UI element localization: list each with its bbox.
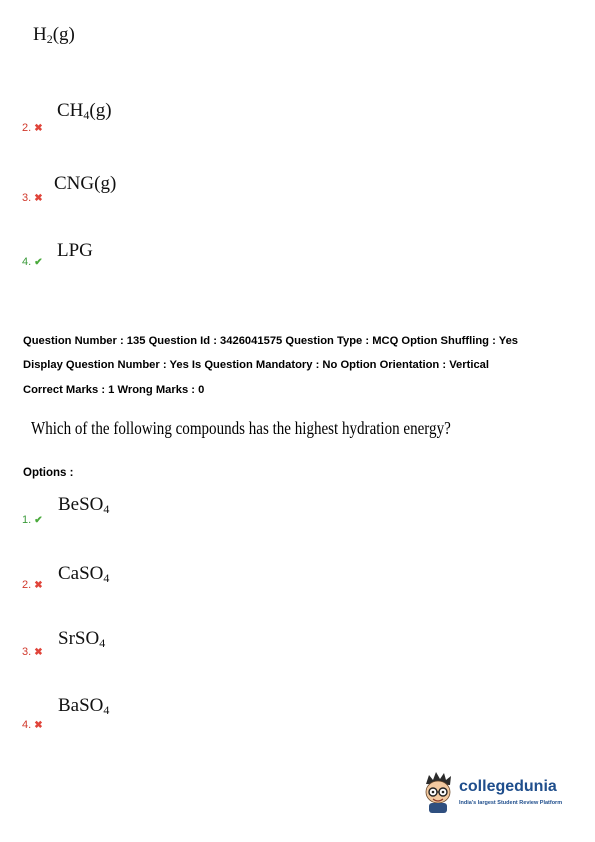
cross-icon: ✖ [34,193,43,204]
prev-option-2-base: CH [57,100,84,121]
prev-option-3-base: CNG(g) [54,173,117,194]
cross-icon: ✖ [34,123,43,134]
meta-line-1: Question Number : 135 Question Id : 3426041575 Question Type : MCQ Option Shuffling : Yes [23,335,519,347]
logo-tagline: India's largest Student Review Platform [459,800,563,806]
prev-option-2-number: 2. [22,122,32,134]
option-1-base: BeSO [58,494,104,515]
option-2-number: 2. [22,579,32,591]
prev-option-4-base: LPG [57,240,93,261]
option-4-number: 4. [22,719,32,731]
prev-option-1-sub: 2 [46,32,53,46]
check-icon: ✔ [34,515,43,526]
option-3-base: SrSO [58,628,100,649]
collegedunia-logo [421,770,571,816]
prev-option-2-tail: (g) [89,100,112,121]
prev-option-1-base: H [33,24,47,45]
question-text: Which of the following compounds has the highest hydration energy? [31,418,451,438]
option-1-number: 1. [22,514,32,526]
logo-wordmark: collegedunia [459,778,557,795]
option-4-base: BaSO [58,695,104,716]
cross-icon: ✖ [34,580,43,591]
options-label: Options : [23,467,74,479]
check-icon: ✔ [34,257,43,268]
option-1-sub: 4 [103,502,110,516]
option-3-sub: 4 [99,636,106,650]
prev-option-4-number: 4. [22,256,32,268]
cross-icon: ✖ [34,647,43,658]
prev-option-3-number: 3. [22,192,32,204]
option-4-sub: 4 [103,703,110,717]
cross-icon: ✖ [34,720,43,731]
mascot-icon [421,770,457,814]
meta-line-3: Correct Marks : 1 Wrong Marks : 0 [23,384,205,396]
prev-option-1 [33,24,75,47]
option-2-base: CaSO [58,563,104,584]
prev-option-1-tail: (g) [52,24,75,45]
meta-line-2: Display Question Number : Yes Is Question Mandatory : No Option Orientation : Vertical [23,359,490,371]
option-2-sub: 4 [103,571,110,585]
prev-option-2-sub: 4 [83,108,90,122]
option-3-number: 3. [22,646,32,658]
